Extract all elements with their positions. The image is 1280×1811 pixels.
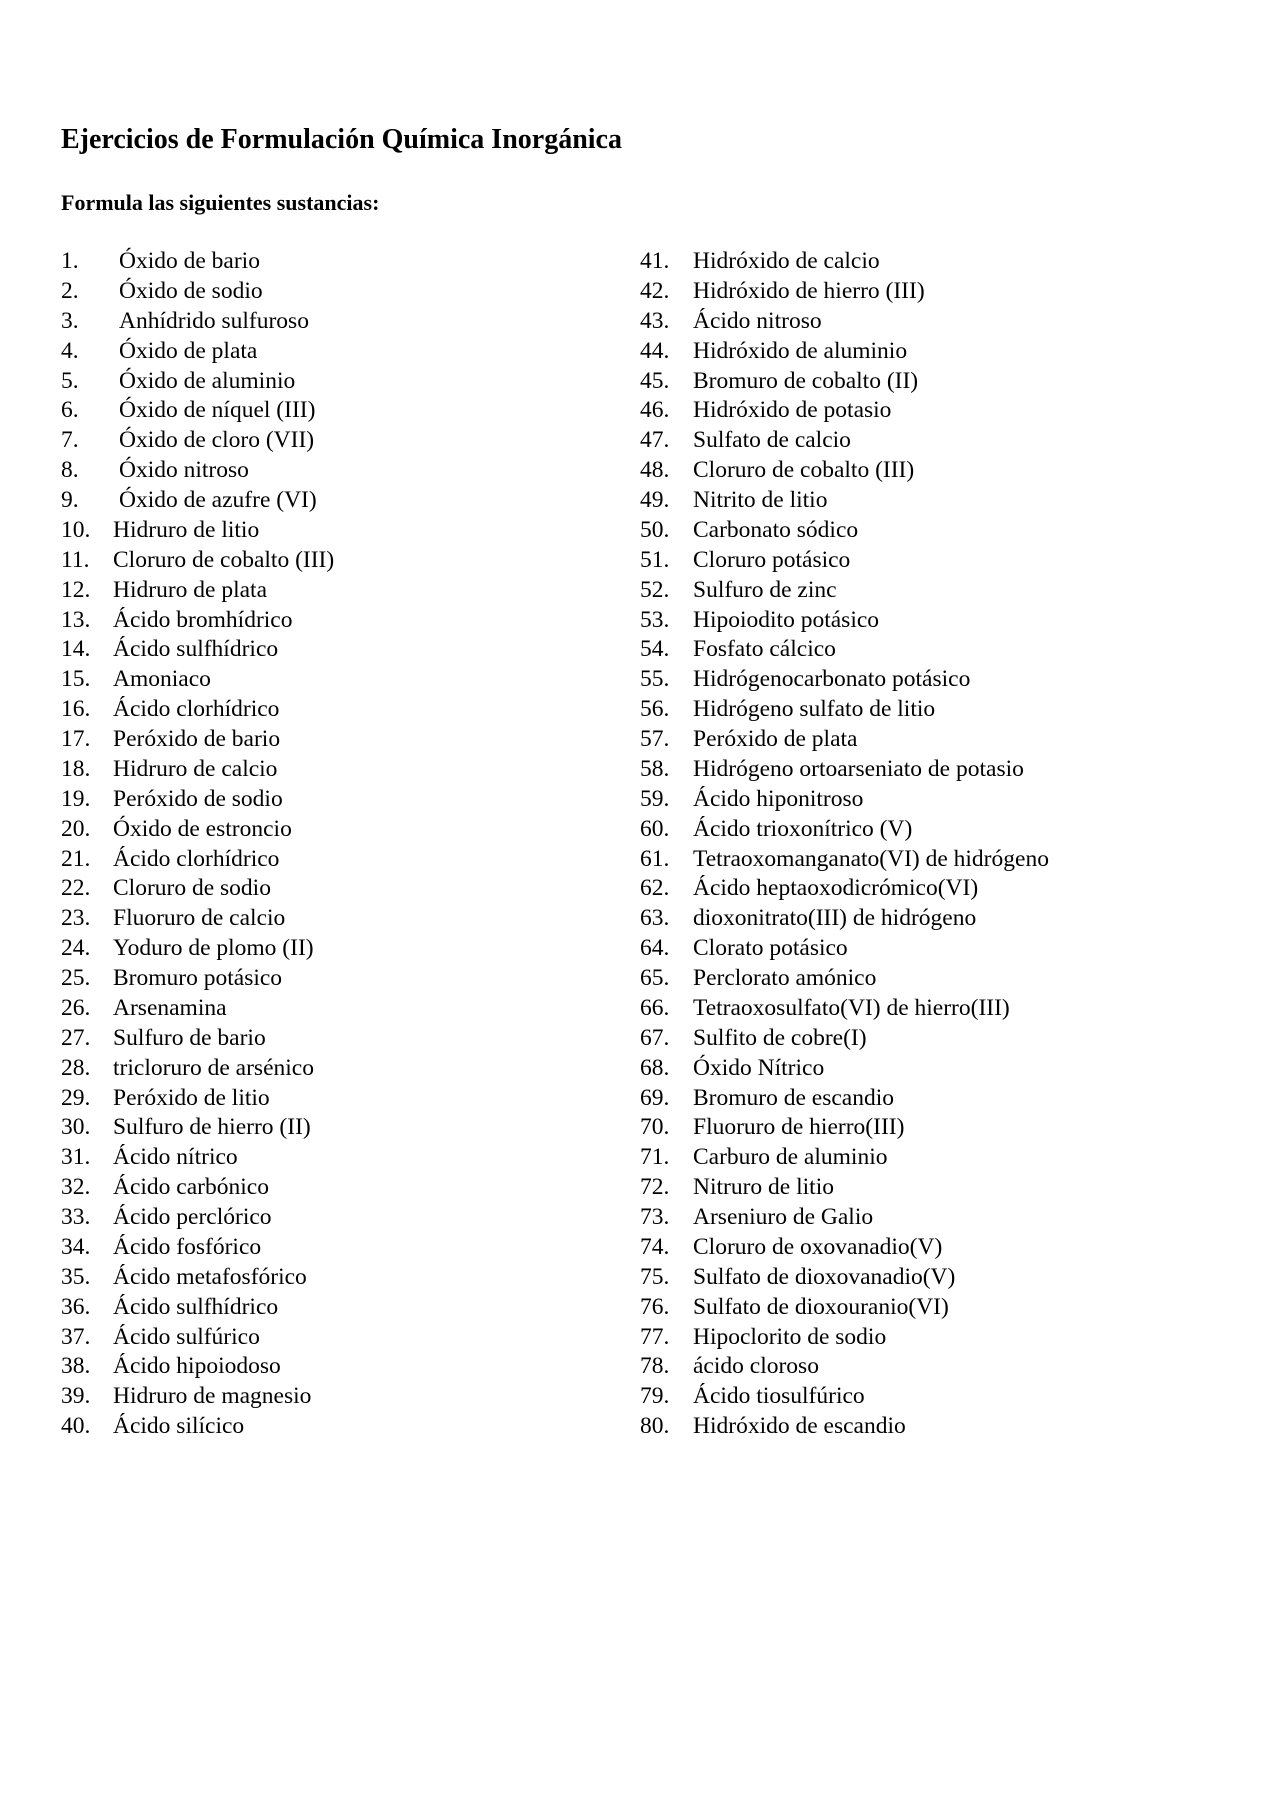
item-number: 31. [61, 1144, 91, 1171]
item-number: 7. [61, 427, 79, 454]
item-number: 68. [640, 1054, 670, 1081]
item-text: Fluoruro de hierro(III) [693, 1114, 905, 1141]
item-text: Sulfuro de bario [113, 1024, 266, 1051]
item-text: Peróxido de litio [113, 1084, 270, 1111]
item-number: 59. [640, 785, 670, 812]
item-text: Yoduro de plomo (II) [113, 935, 314, 962]
item-text: Óxido de aluminio [119, 367, 296, 394]
item-text: Cloruro de cobalto (III) [693, 457, 915, 484]
item-number: 25. [61, 965, 91, 991]
item-text: tricloruro de arsénico [113, 1054, 314, 1081]
item-text: Peróxido de plata [693, 726, 858, 752]
item-text: Hidróxido de escandio [693, 1413, 906, 1440]
item-text: Óxido de azufre (VI) [119, 487, 317, 513]
item-text: Ácido carbónico [113, 1174, 269, 1201]
item-number: 71. [640, 1144, 670, 1171]
item-text: Arseniuro de Galio [693, 1204, 874, 1230]
item-number: 78. [640, 1353, 670, 1380]
item-text: Hidróxido de potasio [693, 397, 892, 424]
item-number: 29. [61, 1084, 91, 1111]
item-number: 19. [61, 785, 91, 812]
item-text: Ácido hiponitroso [693, 785, 864, 812]
item-text: ácido cloroso [693, 1353, 819, 1380]
item-text: Óxido de cloro (VII) [119, 427, 315, 454]
item-text: Cloruro de cobalto (III) [113, 546, 335, 573]
item-number: 80. [640, 1413, 670, 1440]
item-text: Ácido hipoiodoso [113, 1353, 281, 1380]
item-text: Nitruro de litio [693, 1174, 834, 1201]
item-text: Ácido metafosfórico [113, 1263, 307, 1290]
item-text: Sulfato de dioxouranio(VI) [693, 1293, 949, 1320]
item-number: 57. [640, 726, 670, 752]
item-number: 65. [640, 965, 670, 991]
item-number: 18. [61, 755, 91, 782]
item-text: Ácido trioxonítrico (V) [693, 815, 913, 842]
item-text: Hidruro de plata [113, 576, 268, 603]
item-text: Perclorato amónico [693, 965, 877, 991]
item-text: Anhídrido sulfuroso [119, 307, 309, 334]
item-number: 2. [61, 277, 79, 304]
item-number: 62. [640, 875, 670, 902]
item-text: Sulfuro de zinc [693, 576, 837, 603]
item-number: 10. [61, 516, 91, 543]
item-text: Óxido Nítrico [693, 1054, 825, 1081]
item-text: Arsenamina [113, 994, 227, 1021]
item-number: 5. [61, 367, 79, 394]
item-number: 26. [61, 994, 91, 1021]
item-text: Hidróxido de hierro (III) [693, 277, 925, 304]
item-number: 63. [640, 905, 670, 932]
item-number: 47. [640, 427, 670, 454]
item-text: Peróxido de sodio [113, 785, 283, 812]
item-number: 64. [640, 935, 670, 962]
item-number: 53. [640, 606, 670, 633]
item-number: 52. [640, 576, 670, 603]
item-number: 32. [61, 1174, 91, 1201]
item-number: 3. [61, 307, 79, 334]
item-number: 34. [61, 1233, 91, 1260]
item-number: 77. [640, 1323, 670, 1350]
item-text: Tetraoxomanganato(VI) de hidrógeno [693, 845, 1049, 872]
instruction-heading: Formula las siguientes sustancias: [61, 190, 380, 215]
item-number: 39. [61, 1383, 91, 1410]
item-text: Sulfuro de hierro (II) [113, 1114, 311, 1141]
item-text: Cloruro de oxovanadio(V) [693, 1233, 943, 1260]
item-number: 13. [61, 606, 91, 633]
item-number: 14. [61, 636, 91, 663]
item-number: 44. [640, 337, 670, 364]
item-text: Ácido sulfhídrico [113, 1293, 279, 1320]
item-number: 37. [61, 1323, 91, 1350]
item-text: Carbonato sódico [693, 516, 859, 543]
item-number: 40. [61, 1413, 91, 1440]
item-number: 8. [61, 457, 79, 484]
item-text: Fluoruro de calcio [113, 905, 286, 932]
item-number: 61. [640, 845, 670, 872]
item-number: 15. [61, 666, 91, 693]
item-text: Ácido fosfórico [113, 1233, 262, 1260]
item-number: 66. [640, 994, 670, 1021]
item-number: 17. [61, 726, 91, 752]
item-text: Ácido sulfúrico [113, 1323, 260, 1350]
item-text: Cloruro potásico [693, 546, 851, 573]
item-number: 69. [640, 1084, 670, 1111]
item-number: 12. [61, 576, 91, 603]
item-text: Ácido clorhídrico [113, 696, 280, 723]
item-number: 74. [640, 1233, 670, 1260]
item-number: 27. [61, 1024, 91, 1051]
item-text: Fosfato cálcico [693, 636, 836, 663]
item-number: 58. [640, 755, 670, 782]
item-number: 36. [61, 1293, 91, 1320]
item-number: 43. [640, 307, 670, 334]
item-text: Hidrógenocarbonato potásico [693, 666, 971, 693]
item-number: 35. [61, 1263, 91, 1290]
item-text: Hidruro de litio [113, 516, 260, 543]
item-text: Ácido clorhídrico [113, 845, 280, 872]
item-text: Ácido nítrico [113, 1144, 238, 1171]
item-text: Hidruro de calcio [113, 755, 278, 782]
item-text: Ácido sulfhídrico [113, 636, 279, 663]
item-text: Hipoclorito de sodio [693, 1323, 887, 1350]
item-number: 46. [640, 397, 670, 424]
item-text: Bromuro de cobalto (II) [693, 367, 919, 394]
item-text: Ácido tiosulfúrico [693, 1383, 865, 1410]
item-text: Óxido de plata [119, 337, 258, 364]
item-text: Cloruro de sodio [113, 875, 271, 902]
item-text: Amoniaco [113, 666, 211, 693]
item-text: Sulfato de calcio [693, 427, 851, 454]
item-number: 24. [61, 935, 91, 962]
item-text: Clorato potásico [693, 935, 848, 962]
item-number: 54. [640, 636, 670, 663]
item-number: 73. [640, 1204, 670, 1230]
item-text: Bromuro de escandio [693, 1084, 895, 1111]
item-text: Ácido nitroso [693, 307, 822, 334]
item-number: 41. [640, 248, 670, 274]
item-number: 79. [640, 1383, 670, 1410]
item-number: 48. [640, 457, 670, 484]
item-text: Bromuro potásico [113, 965, 283, 991]
item-text: Hidróxido de calcio [693, 248, 880, 274]
item-text: Nitrito de litio [693, 487, 828, 513]
item-text: Sulfito de cobre(I) [693, 1024, 867, 1051]
item-text: Carburo de aluminio [693, 1144, 888, 1171]
item-number: 33. [61, 1204, 91, 1230]
item-number: 4. [61, 337, 79, 364]
item-text: Óxido de bario [119, 248, 260, 274]
item-number: 11. [61, 546, 90, 573]
item-text: Hidruro de magnesio [113, 1383, 312, 1410]
item-number: 20. [61, 815, 91, 842]
item-text: Tetraoxosulfato(VI) de hierro(III) [693, 994, 1010, 1021]
item-text: Óxido de estroncio [113, 815, 292, 842]
item-number: 1. [61, 248, 79, 274]
item-text: Hidrógeno sulfato de litio [693, 696, 936, 723]
item-number: 70. [640, 1114, 670, 1141]
item-number: 38. [61, 1353, 91, 1380]
item-number: 72. [640, 1174, 670, 1201]
item-text: Ácido heptaoxodicrómico(VI) [693, 875, 979, 902]
item-number: 28. [61, 1054, 91, 1081]
item-number: 21. [61, 845, 91, 872]
item-text: Ácido perclórico [113, 1204, 272, 1230]
item-number: 51. [640, 546, 670, 573]
item-text: Hipoiodito potásico [693, 606, 880, 633]
item-number: 76. [640, 1293, 670, 1320]
item-text: Hidróxido de aluminio [693, 337, 908, 364]
item-text: Óxido de sodio [119, 277, 263, 304]
item-number: 49. [640, 487, 670, 513]
page-title: Ejercicios de Formulación Química Inorgánica [61, 124, 622, 155]
item-number: 23. [61, 905, 91, 932]
item-text: Ácido silícico [113, 1413, 245, 1440]
item-number: 22. [61, 875, 91, 902]
item-number: 67. [640, 1024, 670, 1051]
item-number: 50. [640, 516, 670, 543]
item-number: 6. [61, 397, 79, 424]
item-number: 60. [640, 815, 670, 842]
item-text: Peróxido de bario [113, 726, 281, 752]
item-number: 45. [640, 367, 670, 394]
item-number: 55. [640, 666, 670, 693]
item-text: Hidrógeno ortoarseniato de potasio [693, 755, 1024, 782]
item-number: 42. [640, 277, 670, 304]
item-number: 75. [640, 1263, 670, 1290]
item-text: Sulfato de dioxovanadio(V) [693, 1263, 956, 1290]
item-number: 9. [61, 487, 79, 513]
item-number: 56. [640, 696, 670, 723]
item-text: Óxido nitroso [119, 457, 249, 484]
item-number: 16. [61, 696, 91, 723]
item-number: 30. [61, 1114, 91, 1141]
item-text: Óxido de níquel (III) [119, 397, 316, 424]
item-text: dioxonitrato(III) de hidrógeno [693, 905, 977, 932]
item-text: Ácido bromhídrico [113, 606, 293, 633]
